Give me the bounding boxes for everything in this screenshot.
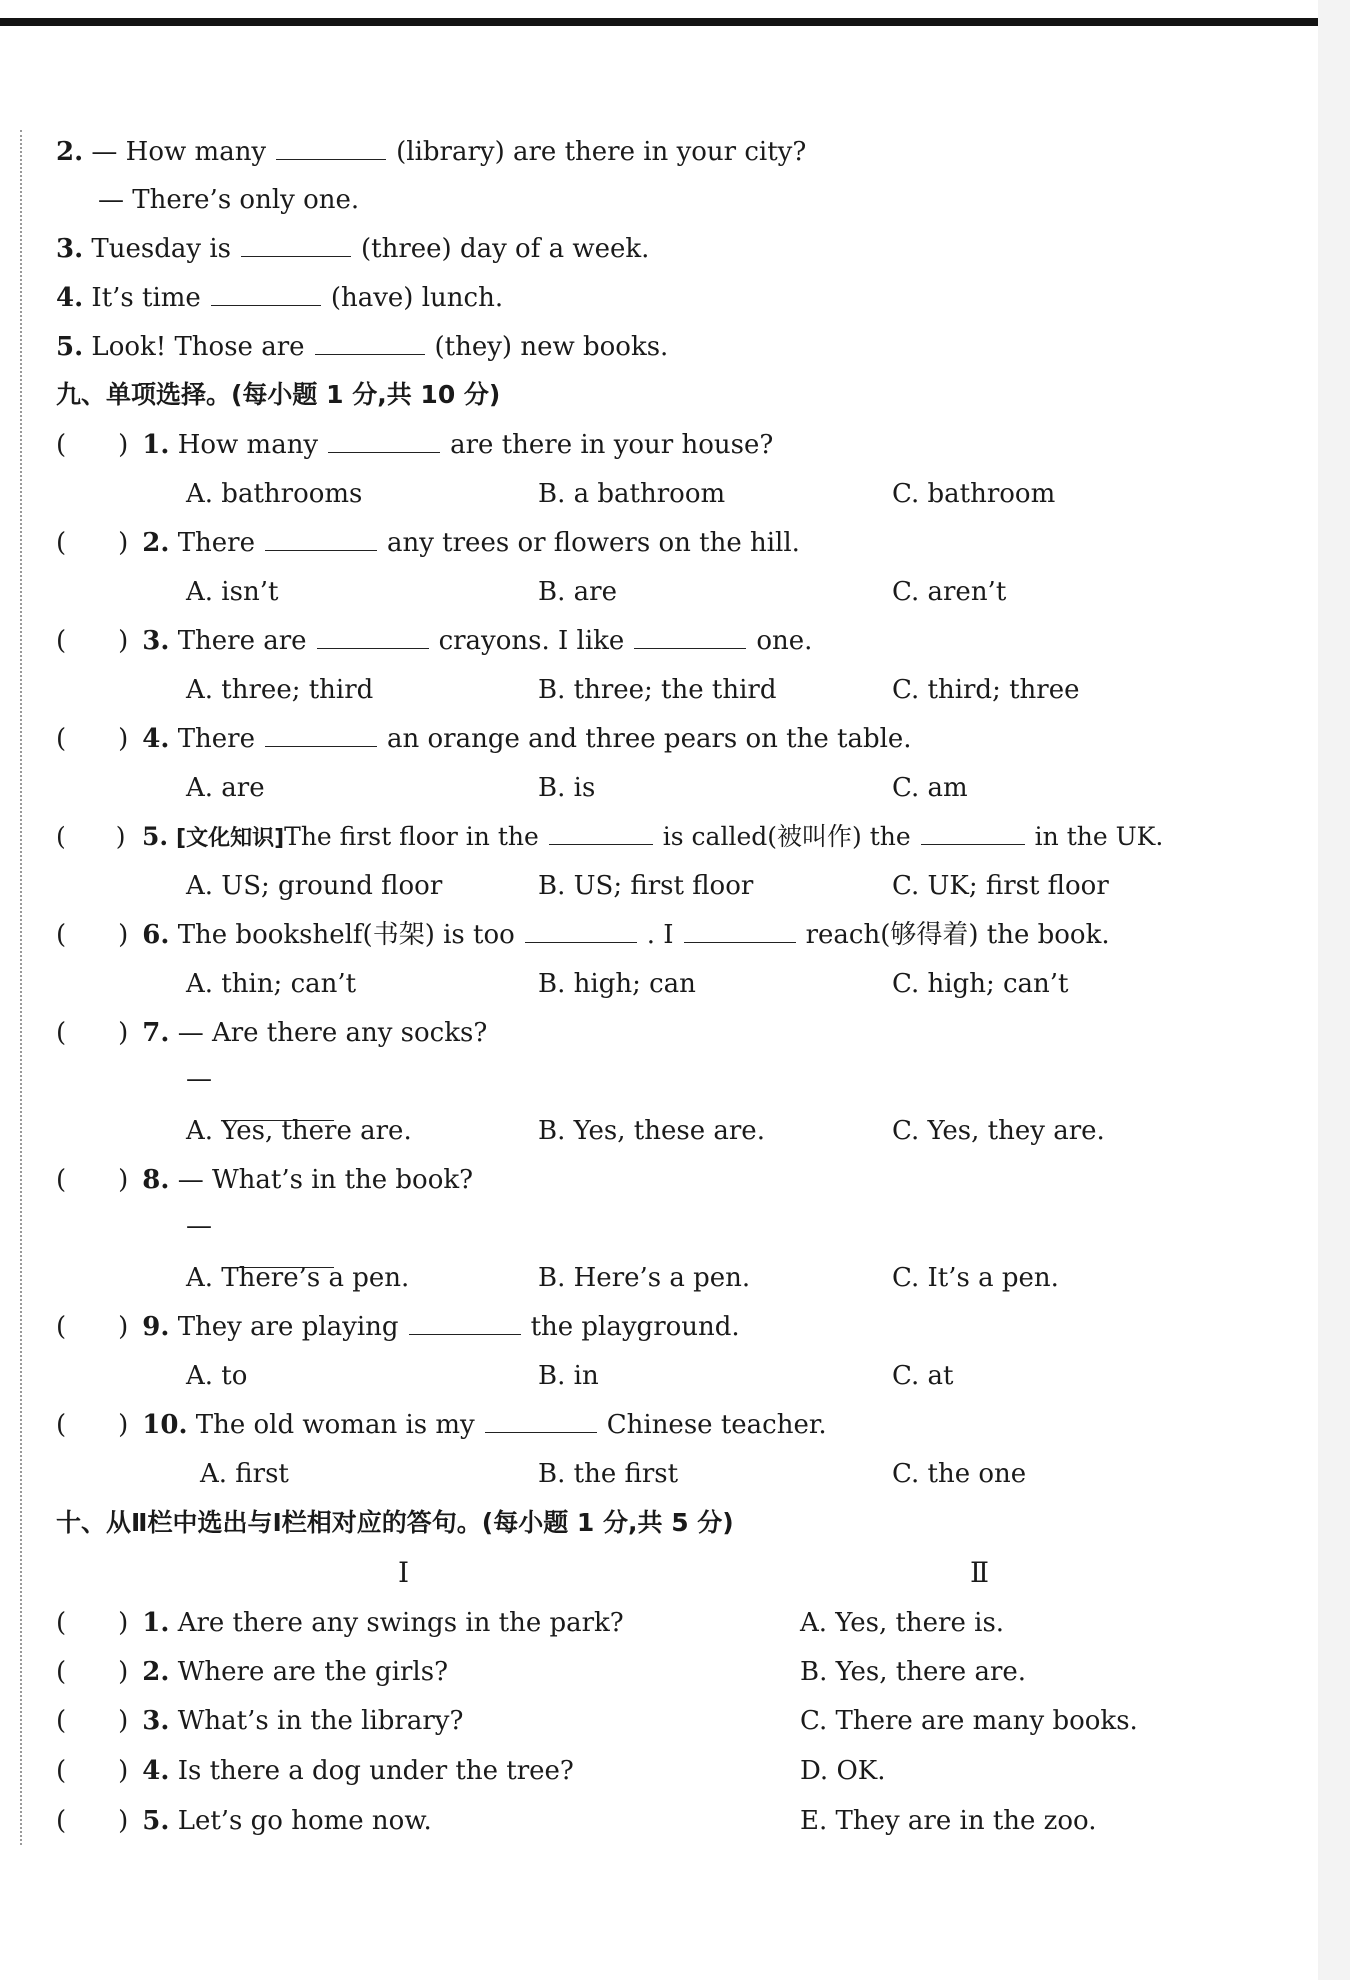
match-right-d: D. OK. bbox=[800, 1756, 886, 1786]
option-c: C. the one bbox=[892, 1459, 1027, 1489]
question-text: crayons. I like bbox=[438, 626, 625, 656]
item-number: 2. bbox=[142, 1657, 170, 1687]
item-number: 3. bbox=[56, 234, 84, 264]
question-text: Is there a dog under the tree? bbox=[177, 1756, 574, 1786]
question-text: reach(够得着) the book. bbox=[805, 920, 1110, 950]
fill-item-2 bbox=[56, 135, 806, 169]
item-text: (library) are there in your city? bbox=[396, 137, 807, 167]
question-text: one. bbox=[756, 626, 813, 656]
option-c: C. It’s a pen. bbox=[892, 1263, 1059, 1293]
match-right-b: B. Yes, there are. bbox=[800, 1657, 1027, 1687]
answer-blank[interactable] bbox=[276, 137, 386, 160]
answer-bracket[interactable]: ( ) bbox=[56, 920, 129, 950]
mcq-2 bbox=[56, 526, 800, 560]
option-a: A. isn’t bbox=[186, 577, 279, 607]
mcq-6 bbox=[56, 918, 1110, 952]
option-b: B. the first bbox=[538, 1459, 679, 1489]
answer-bracket[interactable]: ( ) bbox=[56, 1608, 129, 1638]
answer-bracket[interactable]: ( ) bbox=[56, 1806, 129, 1836]
item-number: 7. bbox=[142, 1018, 170, 1048]
option-c: C. third; three bbox=[892, 675, 1080, 705]
option-b: B. in bbox=[538, 1361, 599, 1391]
answer-blank[interactable] bbox=[211, 283, 321, 306]
dash-mark: — bbox=[186, 1064, 212, 1094]
question-text: There bbox=[177, 528, 255, 558]
answer-bracket[interactable]: ( ) bbox=[56, 528, 129, 558]
section-10-title: 十、从Ⅱ栏中选出与Ⅰ栏相对应的答句。(每小题 1 分,共 5 分) bbox=[56, 1508, 734, 1537]
answer-blank bbox=[634, 626, 746, 649]
item-number: 5. bbox=[56, 332, 84, 362]
item-number: 2. bbox=[142, 528, 170, 558]
item-number: 3. bbox=[142, 1706, 170, 1736]
option-c: C. am bbox=[892, 773, 968, 803]
answer-blank[interactable] bbox=[315, 332, 425, 355]
item-number: 5. bbox=[141, 822, 169, 851]
question-text: There bbox=[177, 724, 255, 754]
answer-blank bbox=[265, 528, 377, 551]
question-text: They are playing bbox=[177, 1312, 399, 1342]
item-text: — There’s only one. bbox=[98, 185, 360, 215]
match-right-e: E. They are in the zoo. bbox=[800, 1806, 1097, 1836]
dash-mark: — bbox=[186, 1211, 212, 1241]
option-c: C. aren’t bbox=[892, 577, 1007, 607]
question-text: any trees or flowers on the hill. bbox=[386, 528, 800, 558]
item-number: 10. bbox=[142, 1410, 188, 1440]
question-text: What’s in the library? bbox=[177, 1706, 464, 1736]
match-right-c: C. There are many books. bbox=[800, 1706, 1138, 1736]
question-text: an orange and three pears on the table. bbox=[386, 724, 912, 754]
mcq-5 bbox=[56, 820, 1163, 856]
answer-bracket[interactable]: ( ) bbox=[56, 1312, 129, 1342]
answer-blank bbox=[485, 1410, 597, 1433]
match-left-4 bbox=[56, 1754, 574, 1788]
answer-bracket[interactable]: ( ) bbox=[56, 1706, 129, 1736]
question-text: There are bbox=[177, 626, 307, 656]
question-text: Where are the girls? bbox=[177, 1657, 449, 1687]
item-text: Tuesday is bbox=[91, 234, 231, 264]
answer-bracket[interactable]: ( ) bbox=[56, 1018, 129, 1048]
item-number: 8. bbox=[142, 1165, 170, 1195]
option-b: B. high; can bbox=[538, 969, 696, 999]
item-number: 4. bbox=[142, 724, 170, 754]
option-c: C. UK; first floor bbox=[892, 871, 1109, 901]
option-b: B. are bbox=[538, 577, 617, 607]
question-text: Chinese teacher. bbox=[606, 1410, 827, 1440]
question-text: Are there any swings in the park? bbox=[177, 1608, 624, 1638]
fill-item-4 bbox=[56, 281, 503, 315]
item-text: (they) new books. bbox=[434, 332, 669, 362]
option-a: A. There’s a pen. bbox=[186, 1263, 410, 1293]
question-text: Let’s go home now. bbox=[177, 1806, 432, 1836]
answer-bracket[interactable]: ( ) bbox=[56, 430, 129, 460]
answer-blank bbox=[525, 920, 637, 943]
match-left-2 bbox=[56, 1655, 448, 1689]
answer-bracket[interactable]: ( ) bbox=[56, 724, 129, 754]
option-c: C. Yes, they are. bbox=[892, 1116, 1105, 1146]
answer-blank bbox=[328, 430, 440, 453]
option-a: A. are bbox=[186, 773, 265, 803]
answer-blank bbox=[265, 724, 377, 747]
match-left-3 bbox=[56, 1704, 463, 1738]
answer-bracket[interactable]: ( ) bbox=[56, 1756, 129, 1786]
match-left-1 bbox=[56, 1606, 624, 1640]
match-right-a: A. Yes, there is. bbox=[800, 1608, 1005, 1638]
option-a: A. to bbox=[186, 1361, 248, 1391]
option-a: A. thin; can’t bbox=[186, 969, 357, 999]
option-a: A. three; third bbox=[186, 675, 374, 705]
option-b: B. Here’s a pen. bbox=[538, 1263, 751, 1293]
option-a: A. bathrooms bbox=[186, 479, 363, 509]
option-c: C. high; can’t bbox=[892, 969, 1069, 999]
question-text: are there in your house? bbox=[450, 430, 774, 460]
mcq-3 bbox=[56, 624, 812, 658]
item-text: Look! Those are bbox=[91, 332, 305, 362]
option-b: B. US; first floor bbox=[538, 871, 754, 901]
option-b: B. three; the third bbox=[538, 675, 777, 705]
question-text: in the UK. bbox=[1034, 822, 1164, 851]
column-1-heading: Ⅰ bbox=[398, 1556, 410, 1589]
section-9-title: 九、单项选择。(每小题 1 分,共 10 分) bbox=[56, 380, 501, 409]
mcq-1 bbox=[56, 428, 773, 462]
answer-blank bbox=[684, 920, 796, 943]
answer-bracket[interactable]: ( ) bbox=[56, 1410, 129, 1440]
fill-item-5 bbox=[56, 330, 668, 364]
option-c: C. at bbox=[892, 1361, 954, 1391]
item-text: (have) lunch. bbox=[330, 283, 504, 313]
option-b: B. Yes, these are. bbox=[538, 1116, 765, 1146]
question-text: — Are there any socks? bbox=[177, 1018, 488, 1048]
question-text: The first floor in the bbox=[284, 822, 539, 851]
question-text: . I bbox=[646, 920, 674, 950]
mcq-9 bbox=[56, 1310, 740, 1344]
question-text: The old woman is my bbox=[195, 1410, 475, 1440]
page-edge-shadow bbox=[1318, 0, 1350, 1980]
answer-bracket[interactable]: ( ) bbox=[56, 1165, 129, 1195]
fill-item-2-reply bbox=[98, 183, 359, 217]
binding-margin-line bbox=[20, 130, 22, 1845]
answer-blank bbox=[409, 1312, 521, 1335]
item-number: 1. bbox=[142, 430, 170, 460]
answer-blank[interactable] bbox=[241, 234, 351, 257]
column-2-heading: Ⅱ bbox=[970, 1556, 990, 1589]
answer-bracket[interactable]: ( ) bbox=[56, 822, 126, 851]
item-number: 1. bbox=[142, 1608, 170, 1638]
item-text: (three) day of a week. bbox=[361, 234, 650, 264]
culture-knowledge-tag: [文化知识] bbox=[176, 826, 285, 851]
mcq-10 bbox=[56, 1408, 827, 1442]
item-text: It’s time bbox=[91, 283, 201, 313]
question-text: the playground. bbox=[530, 1312, 740, 1342]
question-text: is called(被叫作) the bbox=[662, 822, 911, 851]
question-text: The bookshelf(书架) is too bbox=[177, 920, 515, 950]
option-a: A. US; ground floor bbox=[186, 871, 443, 901]
item-number: 9. bbox=[142, 1312, 170, 1342]
item-number: 2. bbox=[56, 137, 84, 167]
mcq-8 bbox=[56, 1163, 473, 1197]
answer-blank bbox=[549, 822, 653, 845]
mcq-4 bbox=[56, 722, 912, 756]
option-c: C. bathroom bbox=[892, 479, 1056, 509]
option-b: B. a bathroom bbox=[538, 479, 726, 509]
item-number: 4. bbox=[56, 283, 84, 313]
option-a: A. Yes, there are. bbox=[186, 1116, 412, 1146]
answer-blank bbox=[921, 822, 1025, 845]
option-b: B. is bbox=[538, 773, 596, 803]
mcq-7 bbox=[56, 1016, 487, 1050]
question-text: How many bbox=[177, 430, 319, 460]
question-text: — What’s in the book? bbox=[177, 1165, 474, 1195]
match-left-5 bbox=[56, 1804, 432, 1838]
item-number: 4. bbox=[142, 1756, 170, 1786]
fill-item-3 bbox=[56, 232, 649, 266]
answer-bracket[interactable]: ( ) bbox=[56, 1657, 129, 1687]
option-a: A. first bbox=[200, 1459, 289, 1489]
item-number: 5. bbox=[142, 1806, 170, 1836]
item-number: 6. bbox=[142, 920, 170, 950]
item-number: 3. bbox=[142, 626, 170, 656]
item-text: — How many bbox=[91, 137, 267, 167]
answer-blank bbox=[317, 626, 429, 649]
answer-bracket[interactable]: ( ) bbox=[56, 626, 129, 656]
top-border-rule bbox=[0, 18, 1318, 26]
